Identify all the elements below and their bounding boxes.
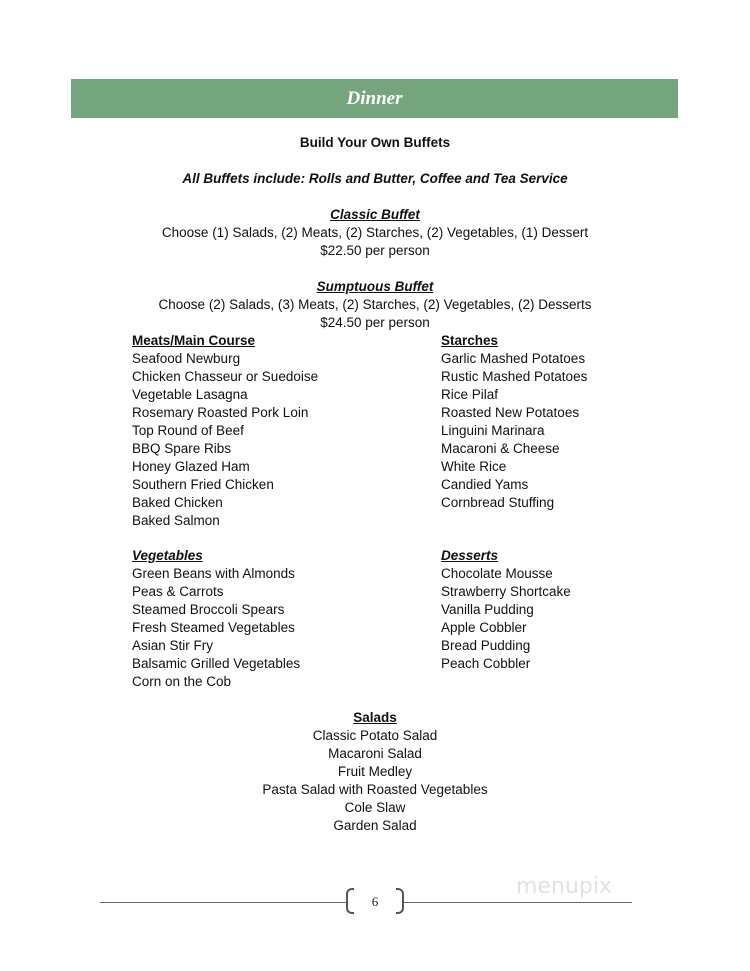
list-item: Peas & Carrots bbox=[132, 584, 224, 599]
buffet-note: All Buffets include: Rolls and Butter, Coffee and Tea Service bbox=[182, 171, 568, 186]
build-heading: Build Your Own Buffets bbox=[299, 135, 451, 150]
footer-bracket-right bbox=[396, 888, 404, 914]
list-item: Chicken Chasseur or Suedoise bbox=[132, 369, 319, 384]
desserts-heading: Desserts bbox=[441, 548, 499, 563]
list-item: Fresh Steamed Vegetables bbox=[132, 620, 295, 635]
list-item: Vanilla Pudding bbox=[441, 602, 534, 617]
desserts-section bbox=[441, 547, 571, 673]
list-item: BBQ Spare Ribs bbox=[132, 441, 232, 456]
vegetables-heading: Vegetables bbox=[132, 548, 203, 563]
list-item: Fruit Medley bbox=[337, 764, 413, 779]
list-item: Steamed Broccoli Spears bbox=[132, 602, 285, 617]
list-item: Asian Stir Fry bbox=[132, 638, 214, 653]
footer-bracket-left bbox=[346, 888, 354, 914]
list-item: Cornbread Stuffing bbox=[441, 495, 555, 510]
list-item: Pasta Salad with Roasted Vegetables bbox=[262, 782, 488, 797]
list-item: Rosemary Roasted Pork Loin bbox=[132, 405, 309, 420]
list-item: Bread Pudding bbox=[441, 638, 531, 653]
meats-heading: Meats/Main Course bbox=[132, 333, 256, 348]
salads-heading: Salads bbox=[353, 710, 397, 725]
list-item: Macaroni & Cheese bbox=[441, 441, 560, 456]
classic-title: Classic Buffet bbox=[330, 207, 420, 222]
list-item: Seafood Newburg bbox=[132, 351, 241, 366]
dinner-banner bbox=[71, 79, 678, 118]
list-item: Linguini Marinara bbox=[441, 423, 545, 438]
salads-section bbox=[0, 709, 750, 835]
vegetables-section bbox=[132, 547, 300, 691]
sumptuous-price: $24.50 per person bbox=[320, 315, 430, 330]
list-item: Baked Chicken bbox=[132, 495, 223, 510]
classic-price: $22.50 per person bbox=[320, 243, 430, 258]
list-item: Corn on the Cob bbox=[132, 674, 232, 689]
page-number: 6 bbox=[371, 894, 379, 909]
watermark-logo: menupix bbox=[516, 874, 612, 899]
list-item: Chocolate Mousse bbox=[441, 566, 553, 581]
sumptuous-title: Sumptuous Buffet bbox=[316, 279, 434, 294]
list-item: White Rice bbox=[441, 459, 507, 474]
meats-section bbox=[132, 332, 318, 530]
list-item: Peach Cobbler bbox=[441, 656, 531, 671]
list-item: Macaroni Salad bbox=[328, 746, 422, 761]
list-item: Rice Pilaf bbox=[441, 387, 499, 402]
list-item: Roasted New Potatoes bbox=[441, 405, 580, 420]
list-item: Strawberry Shortcake bbox=[441, 584, 571, 599]
list-item: Cole Slaw bbox=[344, 800, 406, 815]
list-item: Apple Cobbler bbox=[441, 620, 527, 635]
classic-description: Choose (1) Salads, (2) Meats, (2) Starches, (2) Vegetables, (1) Dessert bbox=[161, 225, 589, 240]
starches-heading: Starches bbox=[441, 333, 499, 348]
list-item: Classic Potato Salad bbox=[312, 728, 438, 743]
list-item: Balsamic Grilled Vegetables bbox=[132, 656, 301, 671]
starches-section bbox=[441, 332, 587, 512]
list-item: Garlic Mashed Potatoes bbox=[441, 351, 586, 366]
list-item: Top Round of Beef bbox=[132, 423, 244, 438]
list-item: Vegetable Lasagna bbox=[132, 387, 248, 402]
list-item: Honey Glazed Ham bbox=[132, 459, 250, 474]
footer-line-left bbox=[100, 902, 346, 903]
footer-line-right bbox=[404, 902, 632, 903]
list-item: Candied Yams bbox=[441, 477, 529, 492]
list-item: Green Beans with Almonds bbox=[132, 566, 295, 581]
list-item: Garden Salad bbox=[333, 818, 417, 833]
list-item: Rustic Mashed Potatoes bbox=[441, 369, 588, 384]
list-item: Baked Salmon bbox=[132, 513, 220, 528]
page-title: Dinner bbox=[346, 87, 403, 109]
list-item: Southern Fried Chicken bbox=[132, 477, 274, 492]
sumptuous-description: Choose (2) Salads, (3) Meats, (2) Starches, (2) Vegetables, (2) Desserts bbox=[158, 297, 592, 312]
